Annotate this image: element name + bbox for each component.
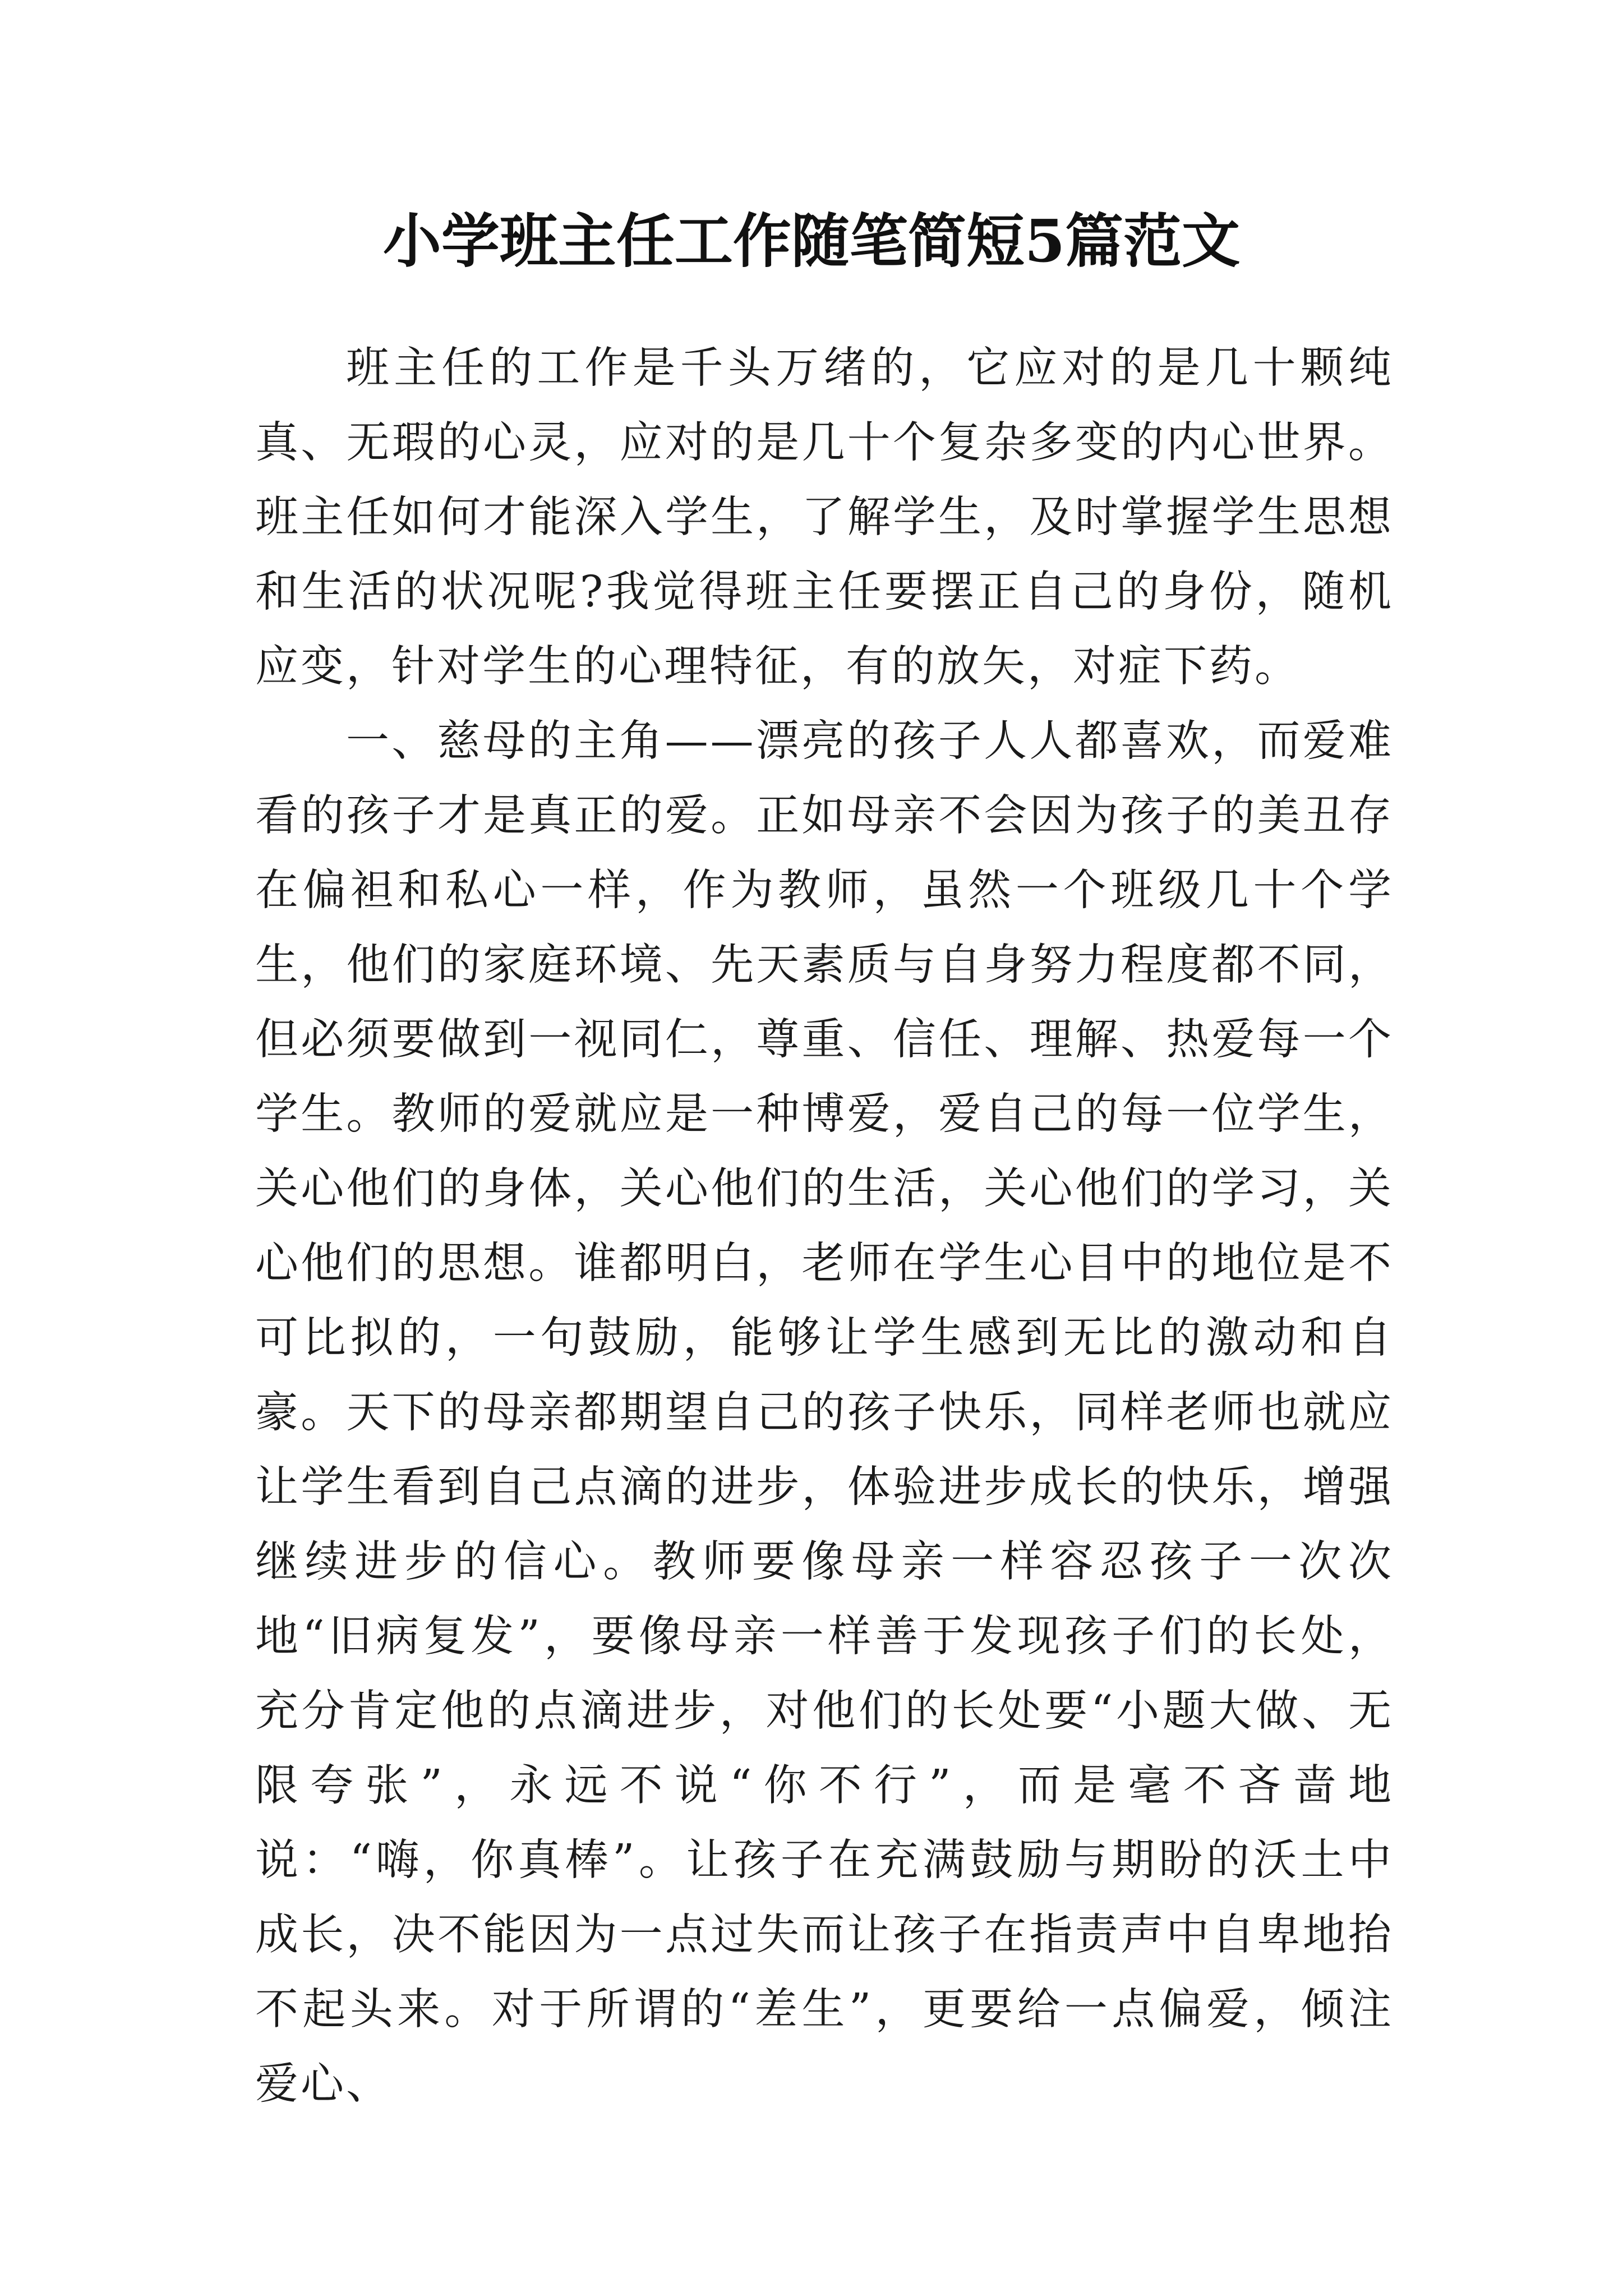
- document-body: [255, 331, 1394, 2122]
- paragraph-section-1: 一、慈母的主角——漂亮的孩子人人都喜欢，而爱难看的孩子才是真正的爱。正如母亲不会因为孩子的美丑存在偏袒和私心一样，作为教师，虽然一个班级几十个学生，他们的家庭环境、先天素质与自身努力程度都不同，但必须要做到一视同仁，尊重、信任、理解、热爱每一个学生。教师的爱就应是一种博爱，爱自己的每一位学生，关心他们的身体，关心他们的生活，关心他们的学习，关心他们的思想。谁都明白，老师在学生心目中的地位是不可比拟的，一句鼓励，能够让学生感到无比的激动和自豪。天下的母亲都期望自己的孩子快乐，同样老师也就应让学生看到自己点滴的进步，体验进步成长的快乐，增强继续进步的信心。教师要像母亲一样容忍孩子一次次地“旧病复发”，要像母亲一样善于发现孩子们的长处，充分肯定他的点滴进步，对他们的长处要“小题大做、无限夸张”，永远不说“你不行”，而是毫不吝啬地说：“嗨，你真棒”。让孩子在充满鼓励与期盼的沃土中成长，决不能因为一点过失而让孩子在指责声中自卑地抬不起头来。对于所谓的“差生”，更要给一点偏爱，倾注爱心、: [255, 716, 1394, 2109]
- document-title: 小学班主任工作随笔简短5篇范文: [382, 206, 1241, 275]
- paragraph-intro: 班主任的工作是千头万绪的，它应对的是几十颗纯真、无瑕的心灵，应对的是几十个复杂多变的内心世界。班主任如何才能深入学生，了解学生，及时掌握学生思想和生活的状况呢?我觉得班主任要摆正自己的身份，随机应变，针对学生的心理特征，有的放矢，对症下药。: [255, 343, 1394, 692]
